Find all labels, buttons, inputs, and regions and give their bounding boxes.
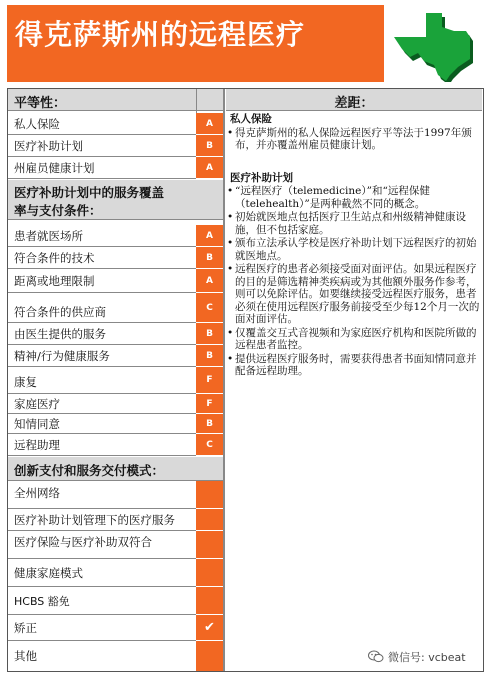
table-row: 医疗补助计划 bbox=[8, 135, 196, 157]
table-row: 家庭医疗 bbox=[8, 394, 196, 414]
column-divider bbox=[196, 89, 197, 113]
bullet-list bbox=[226, 185, 480, 378]
grade-header-cell bbox=[196, 89, 223, 111]
innovation-header: 创新支付和服务交付模式： bbox=[8, 457, 196, 481]
table-row: 州雇员健康计划 bbox=[8, 157, 196, 179]
gaps-header: 差距： bbox=[226, 89, 482, 111]
grade-badge bbox=[196, 587, 223, 615]
grade-badge: F bbox=[196, 394, 223, 414]
list-item: • 远程医疗的患者必须接受面对面评估。如果远程医疗的目的是筛选精神类疾病或为其他额外服务作参考，则可以免除评估。如要继续接受远程医疗服务，患者必须在使用远程医疗服务前接受至少每12个月一次的面对面评估。 bbox=[226, 263, 480, 326]
grade-badge: A bbox=[196, 113, 223, 135]
table-row: 医疗补助计划管理下的医疗服务 bbox=[8, 509, 196, 531]
table-row: 距离或地理限制 bbox=[8, 269, 196, 293]
watermark: 微信号: vcbeat bbox=[368, 649, 466, 665]
texas-map-icon bbox=[384, 5, 484, 82]
grade-badge: B bbox=[196, 135, 223, 157]
list-item: • 初始就医地点包括医疗卫生站点和州级精神健康设施，但不包括家庭。 bbox=[226, 211, 480, 236]
bullet-list bbox=[226, 127, 480, 152]
grade-badge: B bbox=[196, 345, 223, 367]
table-row: 知情同意 bbox=[8, 414, 196, 434]
grade-header-cell bbox=[196, 457, 223, 481]
grade-badge: C bbox=[196, 434, 223, 456]
page-title: 得克萨斯州的远程医疗 bbox=[15, 18, 306, 51]
logo-box bbox=[384, 5, 484, 82]
list-item: • 得克萨斯州的私人保险远程医疗平等法于1997年颁布，并亦覆盖州雇员健康计划。 bbox=[226, 127, 480, 152]
column-divider bbox=[223, 89, 225, 671]
table-row: 其他 bbox=[14, 649, 37, 663]
grade-badge: B bbox=[196, 247, 223, 269]
table-row: 远程助理 bbox=[8, 434, 196, 456]
title-banner bbox=[7, 5, 384, 82]
grade-badge: C bbox=[196, 293, 223, 323]
grade-badge: B bbox=[196, 323, 223, 345]
grade-table bbox=[7, 88, 484, 672]
section-title: 私人保险 bbox=[230, 113, 272, 125]
equality-header: 平等性： bbox=[8, 89, 196, 111]
table-row: 符合条件的供应商 bbox=[8, 293, 196, 323]
grade-badge bbox=[196, 641, 223, 671]
list-item: • 颁布立法承认学校是医疗补助计划下远程医疗的初始就医地点。 bbox=[226, 237, 480, 262]
table-row: 私人保险 bbox=[8, 113, 196, 135]
wechat-icon bbox=[368, 650, 384, 663]
table-row: 由医生提供的服务 bbox=[8, 323, 196, 345]
list-item: • 仅覆盖交互式音视频和为家庭医疗机构和医院所做的远程患者监控。 bbox=[226, 327, 480, 352]
table-row: 矫正 bbox=[8, 615, 196, 641]
grade-badge bbox=[196, 531, 223, 559]
grade-badge bbox=[196, 559, 223, 587]
table-row: 精神/行为健康服务 bbox=[8, 345, 196, 367]
table-row: 全州网络 bbox=[8, 481, 196, 509]
coverage-header: 医疗补助计划中的服务覆盖 率与支付条件： bbox=[8, 180, 196, 220]
grade-badge: F bbox=[196, 367, 223, 394]
grade-badge bbox=[196, 481, 223, 509]
table-row: 健康家庭模式 bbox=[8, 559, 196, 587]
check-icon: ✔ bbox=[196, 615, 223, 641]
section-title: 医疗补助计划 bbox=[230, 171, 293, 184]
table-row: HCBS 豁免 bbox=[8, 587, 196, 615]
table-row: 医疗保险与医疗补助双符合 bbox=[8, 531, 196, 559]
table-row: 康复 bbox=[8, 367, 196, 394]
grade-badge: A bbox=[196, 225, 223, 247]
table-row: 符合条件的技术 bbox=[8, 247, 196, 269]
grade-badge: A bbox=[196, 269, 223, 293]
grade-badge: B bbox=[196, 414, 223, 434]
list-item: • 提供远程医疗服务时，需要获得患者书面知情同意并配备远程助理。 bbox=[226, 353, 480, 378]
grade-badge: A bbox=[196, 157, 223, 179]
grade-badge bbox=[196, 509, 223, 531]
gaps-content bbox=[226, 113, 480, 379]
table-row: 患者就医场所 bbox=[8, 225, 196, 247]
list-item: • “远程医疗（telemedicine）”和“远程保健（telehealth）”是两种截然不同的概念。 bbox=[226, 185, 480, 210]
grade-header-cell bbox=[196, 180, 223, 220]
